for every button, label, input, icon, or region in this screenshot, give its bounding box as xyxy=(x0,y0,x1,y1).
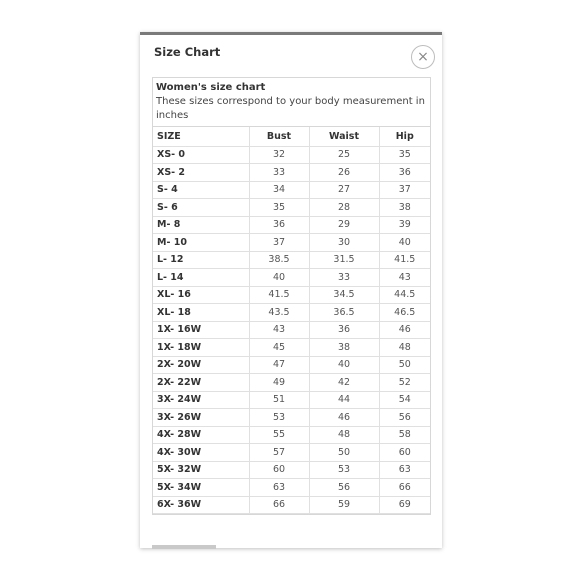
cell-bust: 53 xyxy=(249,409,309,427)
cell-hip: 66 xyxy=(379,479,430,497)
table-row xyxy=(153,269,430,287)
cell-waist: 53 xyxy=(309,461,379,479)
cell-bust: 51 xyxy=(249,391,309,409)
close-button[interactable] xyxy=(411,45,435,69)
cell-waist: 38 xyxy=(309,339,379,357)
bottom-divider xyxy=(152,545,216,549)
cell-size: 4X- 28W xyxy=(153,426,249,444)
cell-hip: 44.5 xyxy=(379,286,430,304)
table-row xyxy=(153,164,430,182)
cell-bust: 45 xyxy=(249,339,309,357)
cell-size: M- 10 xyxy=(153,234,249,252)
cell-waist: 42 xyxy=(309,374,379,392)
cell-hip: 43 xyxy=(379,269,430,287)
cell-size: 3X- 24W xyxy=(153,391,249,409)
table-row xyxy=(153,444,430,462)
cell-bust: 38.5 xyxy=(249,251,309,269)
cell-hip: 39 xyxy=(379,216,430,234)
cell-size: XS- 2 xyxy=(153,164,249,182)
cell-waist: 40 xyxy=(309,356,379,374)
cell-hip: 60 xyxy=(379,444,430,462)
cell-waist: 28 xyxy=(309,199,379,217)
chart-description: These sizes correspond to your body measurement in inches xyxy=(156,96,425,121)
table-row xyxy=(153,339,430,357)
cell-bust: 41.5 xyxy=(249,286,309,304)
cell-waist: 36 xyxy=(309,321,379,339)
close-icon: × xyxy=(417,49,429,65)
cell-size: 4X- 30W xyxy=(153,444,249,462)
cell-hip: 46.5 xyxy=(379,304,430,322)
cell-hip: 52 xyxy=(379,374,430,392)
cell-waist: 36.5 xyxy=(309,304,379,322)
cell-bust: 57 xyxy=(249,444,309,462)
column-header-waist: Waist xyxy=(309,127,379,146)
cell-size: 1X- 16W xyxy=(153,321,249,339)
table-row xyxy=(153,409,430,427)
table-row xyxy=(153,479,430,497)
table-row xyxy=(153,321,430,339)
cell-bust: 49 xyxy=(249,374,309,392)
cell-waist: 50 xyxy=(309,444,379,462)
cell-bust: 63 xyxy=(249,479,309,497)
cell-waist: 26 xyxy=(309,164,379,182)
table-row xyxy=(153,234,430,252)
cell-hip: 69 xyxy=(379,496,430,514)
table-row xyxy=(153,216,430,234)
cell-hip: 63 xyxy=(379,461,430,479)
cell-size: 5X- 32W xyxy=(153,461,249,479)
table-header-row xyxy=(153,127,430,146)
cell-bust: 55 xyxy=(249,426,309,444)
table-row xyxy=(153,496,430,514)
cell-size: M- 8 xyxy=(153,216,249,234)
cell-hip: 38 xyxy=(379,199,430,217)
modal-title: Size Chart xyxy=(154,45,221,59)
table-row xyxy=(153,304,430,322)
table-row xyxy=(153,356,430,374)
cell-hip: 40 xyxy=(379,234,430,252)
size-chart-modal xyxy=(140,32,442,548)
cell-hip: 58 xyxy=(379,426,430,444)
cell-size: 3X- 26W xyxy=(153,409,249,427)
cell-waist: 27 xyxy=(309,181,379,199)
cell-waist: 25 xyxy=(309,146,379,164)
cell-bust: 36 xyxy=(249,216,309,234)
cell-waist: 33 xyxy=(309,269,379,287)
cell-hip: 46 xyxy=(379,321,430,339)
cell-size: 6X- 36W xyxy=(153,496,249,514)
cell-waist: 48 xyxy=(309,426,379,444)
cell-bust: 47 xyxy=(249,356,309,374)
column-header-size: SIZE xyxy=(153,127,249,146)
cell-waist: 56 xyxy=(309,479,379,497)
cell-bust: 43 xyxy=(249,321,309,339)
cell-size: L- 14 xyxy=(153,269,249,287)
table-row xyxy=(153,374,430,392)
cell-size: 2X- 22W xyxy=(153,374,249,392)
cell-size: S- 4 xyxy=(153,181,249,199)
chart-heading: Women's size chart xyxy=(156,82,266,93)
cell-hip: 54 xyxy=(379,391,430,409)
cell-hip: 35 xyxy=(379,146,430,164)
cell-bust: 40 xyxy=(249,269,309,287)
cell-bust: 66 xyxy=(249,496,309,514)
cell-size: XS- 0 xyxy=(153,146,249,164)
cell-size: 1X- 18W xyxy=(153,339,249,357)
cell-hip: 56 xyxy=(379,409,430,427)
cell-bust: 33 xyxy=(249,164,309,182)
table-row xyxy=(153,146,430,164)
cell-bust: 43.5 xyxy=(249,304,309,322)
cell-size: 2X- 20W xyxy=(153,356,249,374)
chart-header xyxy=(153,78,430,127)
cell-hip: 41.5 xyxy=(379,251,430,269)
size-table xyxy=(153,127,430,514)
cell-size: S- 6 xyxy=(153,199,249,217)
cell-bust: 34 xyxy=(249,181,309,199)
cell-waist: 31.5 xyxy=(309,251,379,269)
table-row xyxy=(153,461,430,479)
table-row xyxy=(153,199,430,217)
cell-hip: 36 xyxy=(379,164,430,182)
column-header-bust: Bust xyxy=(249,127,309,146)
cell-waist: 46 xyxy=(309,409,379,427)
column-header-hip: Hip xyxy=(379,127,430,146)
cell-hip: 48 xyxy=(379,339,430,357)
cell-bust: 60 xyxy=(249,461,309,479)
cell-bust: 35 xyxy=(249,199,309,217)
cell-waist: 30 xyxy=(309,234,379,252)
table-row xyxy=(153,251,430,269)
table-row xyxy=(153,426,430,444)
cell-size: XL- 18 xyxy=(153,304,249,322)
table-row xyxy=(153,181,430,199)
table-row xyxy=(153,286,430,304)
cell-hip: 50 xyxy=(379,356,430,374)
cell-waist: 59 xyxy=(309,496,379,514)
cell-size: XL- 16 xyxy=(153,286,249,304)
cell-bust: 32 xyxy=(249,146,309,164)
cell-waist: 34.5 xyxy=(309,286,379,304)
cell-hip: 37 xyxy=(379,181,430,199)
cell-size: 5X- 34W xyxy=(153,479,249,497)
cell-waist: 44 xyxy=(309,391,379,409)
cell-waist: 29 xyxy=(309,216,379,234)
table-row xyxy=(153,391,430,409)
size-chart-table-container xyxy=(152,77,431,515)
cell-bust: 37 xyxy=(249,234,309,252)
cell-size: L- 12 xyxy=(153,251,249,269)
